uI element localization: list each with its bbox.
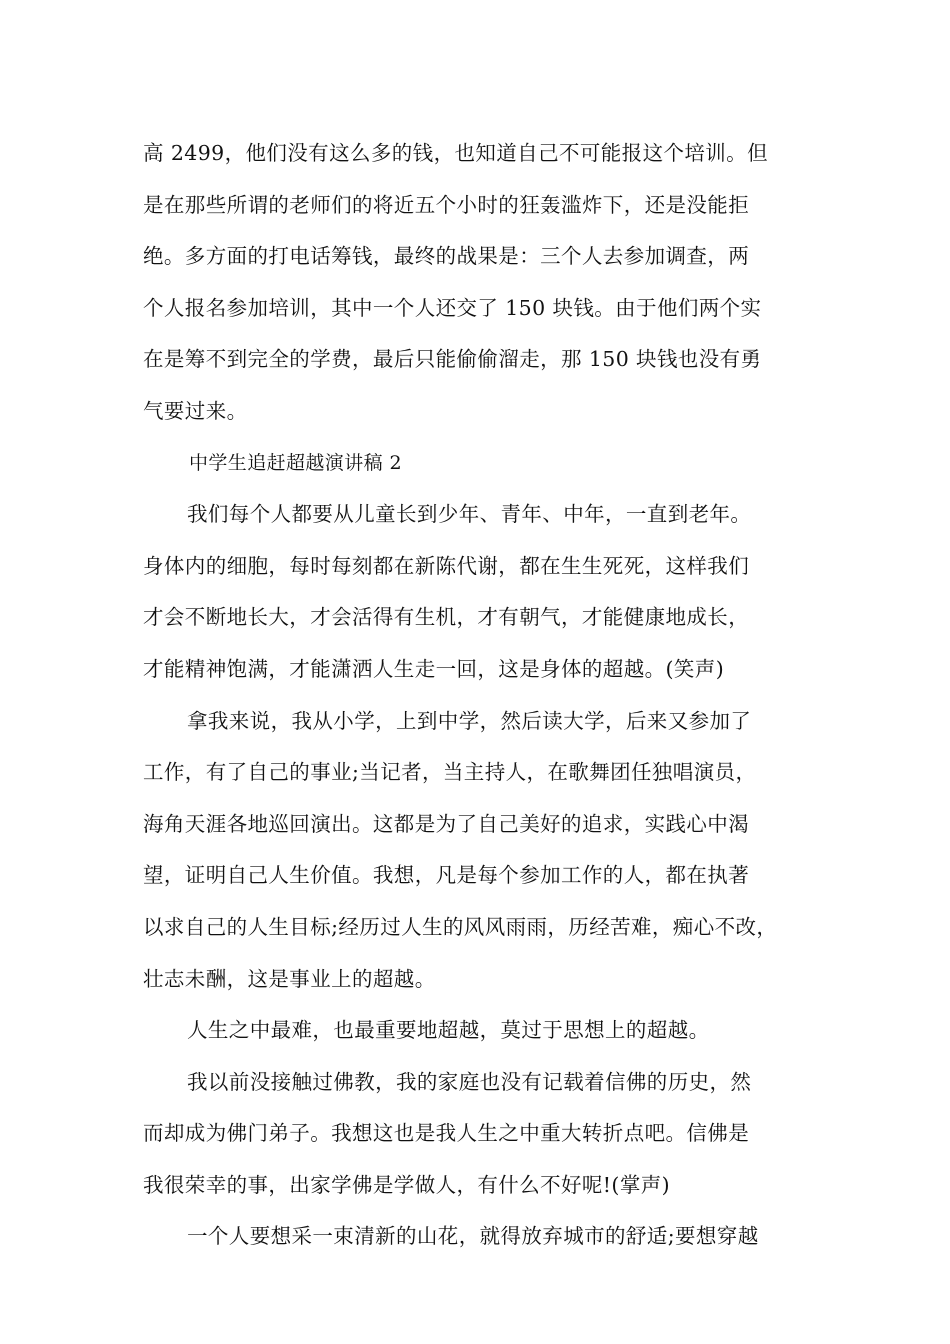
text-line: 才会不断地长大，才会活得有生机，才有朝气，才能健康地成长，: [143, 605, 750, 630]
text-line: 望，证明自己人生价值。我想，凡是每个参加工作的人，都在执著: [143, 863, 750, 888]
text-line: 工作，有了自己的事业;当记者，当主持人，在歌舞团任独唱演员，: [143, 760, 757, 785]
text-line: 在是筹不到完全的学费，最后只能偷偷溜走，那 150 块钱也没有勇: [143, 347, 762, 372]
text-line: 我以前没接触过佛教，我的家庭也没有记载着信佛的历史，然: [187, 1069, 752, 1094]
text-line: 而却成为佛门弟子。我想这也是我人生之中重大转折点吧。信佛是: [143, 1121, 750, 1146]
document-page: [143, 128, 823, 1263]
text-line: 一个人要想采一束清新的山花，就得放弃城市的舒适;要想穿越: [187, 1224, 759, 1249]
text-line: 壮志未酬，这是事业上的超越。: [143, 966, 436, 991]
text-line: 个人报名参加培训，其中一个人还交了 150 块钱。由于他们两个实: [143, 295, 762, 320]
text-line: 以求自己的人生目标;经历过人生的风风雨雨，历经苦难，痴心不改，: [143, 914, 778, 939]
text-line: 我很荣幸的事，出家学佛是学做人，有什么不好呢!(掌声): [143, 1172, 671, 1197]
text-line: 高 2499，他们没有这么多的钱，也知道自己不可能报这个培训。但: [143, 141, 768, 165]
section-heading: 中学生追赶超越演讲稿 2: [189, 451, 402, 474]
text-line: 海角天涯各地巡回演出。这都是为了自己美好的追求，实践心中渴: [143, 811, 750, 836]
text-line: 是在那些所谓的老师们的将近五个小时的狂轰滥炸下，还是没能拒: [143, 192, 750, 217]
text-line: 才能精神饱满，才能潇洒人生走一回，这是身体的超越。(笑声): [143, 656, 725, 681]
text-line: 人生之中最难，也最重要地超越，莫过于思想上的超越。: [187, 1018, 710, 1043]
text-line: 绝。多方面的打电话筹钱，最终的战果是：三个人去参加调查，两: [143, 244, 750, 269]
text-line: 拿我来说，我从小学，上到中学，然后读大学，后来又参加了: [187, 708, 752, 733]
text-line: 气要过来。: [143, 398, 248, 423]
text-line: 我们每个人都要从儿童长到少年、青年、中年，一直到老年。: [187, 502, 752, 527]
text-line: 身体内的细胞，每时每刻都在新陈代谢，都在生生死死，这样我们: [143, 553, 750, 578]
